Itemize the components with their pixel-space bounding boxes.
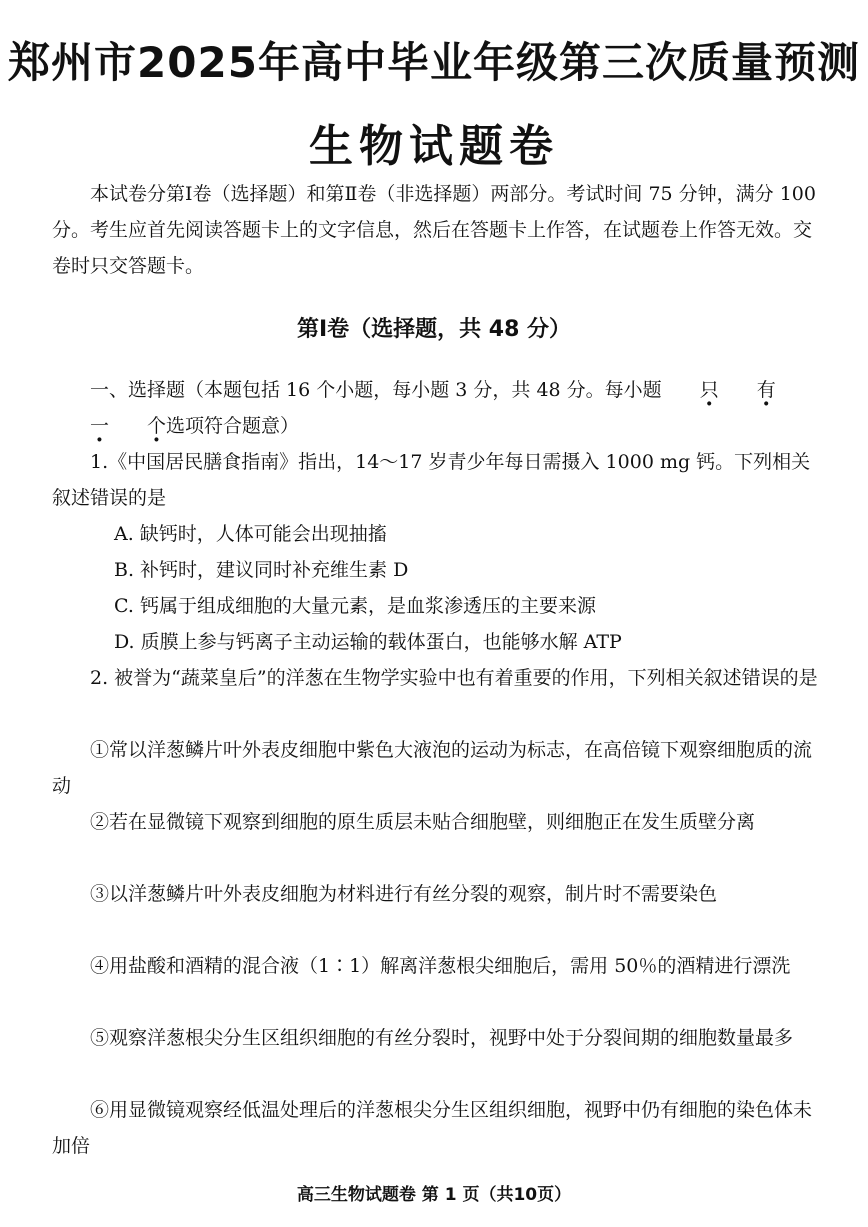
question-1-option-b: B. 补钙时，建议同时补充维生素 D (114, 559, 409, 581)
emphasis-char: 个 (147, 415, 167, 437)
question-2-item-1: ①常以洋葱鳞片叶外表皮细胞中紫色大液泡的运动为标志，在高倍镜下观察细胞质的流动 (52, 739, 813, 797)
question-2-item-2: ②若在显微镜下观察到细胞的原生质层未贴合细胞壁，则细胞正在发生质壁分离 (90, 811, 756, 833)
emphasis-char: 有 (756, 379, 776, 401)
question-1-option-c: C. 钙属于组成细胞的大量元素，是血浆渗透压的主要来源 (114, 595, 596, 617)
question-1-option-d: D. 质膜上参与钙离子主动运输的载体蛋白，也能够水解 ATP (114, 631, 622, 653)
question-1-option-a: A. 缺钙时，人体可能会出现抽搐 (114, 523, 387, 545)
question-2-item-3: ③以洋葱鳞片叶外表皮细胞为材料进行有丝分裂的观察，制片时不需要染色 (90, 883, 718, 905)
section-intro (52, 372, 822, 444)
question-2-stem: 2. 被誉为“蔬菜皇后”的洋葱在生物学实验中也有着重要的作用，下列相关叙述错误的是 (90, 667, 818, 689)
instructions-paragraph: 本试卷分第Ⅰ卷（选择题）和第Ⅱ卷（非选择题）两部分。考试时间 75 分钟，满分 100 分。考生应首先阅读答题卡上的文字信息，然后在答题卡上作答，在试题卷上作答无效。交卷时只交答题卡。 (52, 183, 816, 277)
question-2-item-5: ⑤观察洋葱根尖分生区组织细胞的有丝分裂时，视野中处于分裂间期的细胞数量最多 (90, 1027, 794, 1049)
question-2-item-4: ④用盐酸和酒精的混合液（1∶1）解离洋葱根尖细胞后，需用 50％的酒精进行漂洗 (90, 955, 791, 977)
page-title: 郑州市2025年高中毕业年级第三次质量预测 (8, 38, 860, 87)
question-2-item-6: ⑥用显微镜观察经低温处理后的洋葱根尖分生区组织细胞，视野中仍有细胞的染色体未加倍 (52, 1099, 813, 1157)
section-title: 第Ⅰ卷（选择题，共 48 分） (296, 317, 572, 342)
emphasis-char: 一 (90, 415, 110, 437)
section-intro-prefix: 一、选择题（本题包括 16 个小题，每小题 3 分，共 48 分。每小题 (90, 379, 662, 401)
question-1-stem: 1.《中国居民膳食指南》指出，14～17 岁青少年每日需摄入 1000 mg 钙。下列相关叙述错误的是 (52, 451, 811, 509)
page-subtitle: 生物试题卷 (309, 121, 559, 172)
page-footer: 高三生物试题卷 第 1 页（共10页） (296, 1185, 572, 1205)
emphasis-char: 只 (699, 379, 719, 401)
section-intro-suffix: 选项符合题意） (166, 415, 300, 437)
